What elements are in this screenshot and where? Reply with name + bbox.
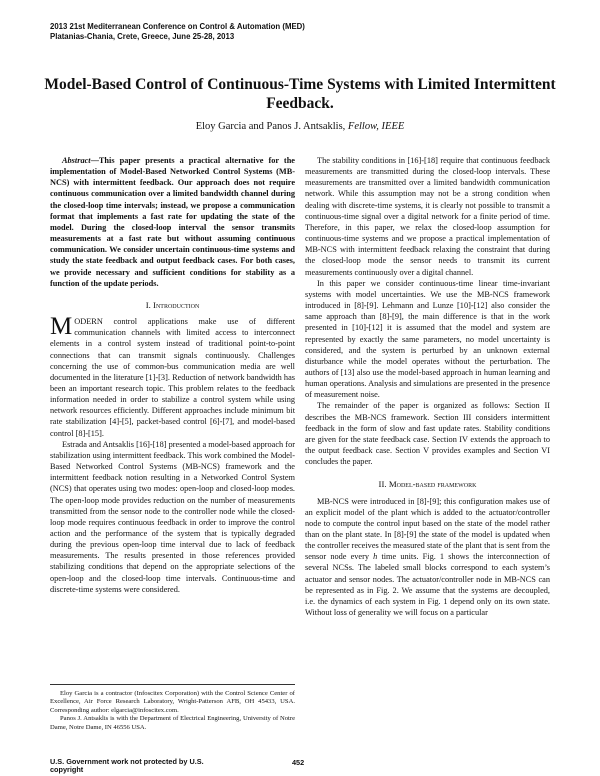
section-title: Introduction — [153, 299, 200, 310]
model-based-text-2: time units. Fig. 1 shows the interconnection of several NCSs. The labeled small blocks correspond to each system’s actuator and sensor nodes. The actuator/controller node in MB-NCS can be represented as in Fig. 2. We assume that the systems are decoupled, i.e. the dynamics of each system in Fig. 1 depend only on its own state. Without loss of generality we will focus on a particular — [305, 552, 550, 618]
left-column — [50, 155, 295, 595]
drop-cap: M — [50, 313, 73, 341]
author-fellow-suffix: Fellow, IEEE — [347, 121, 405, 132]
right-column — [305, 155, 550, 618]
abstract-label: Abstract — [62, 156, 91, 165]
intro-paragraph-1-text: control applications make use of different communication channels with limited access to interconnect elements in a control system instead of traditional point-to-point connections that can transmit signals continuously. Challenges concerning the use of common-bus communication media are well documented in the literature [1]-[3]. Reduction of network bandwidth has been an important research topic. This problem relates to the feedback information needed in order to stabilize a control system while using network resources efficiently. Different approaches include minimum bit rate stabilization [4]-[5], packet-based control [6]-[7], and model-based control [8]-[15]. — [50, 317, 295, 438]
section-title: Model-based framework — [388, 479, 477, 490]
section-heading-model-based — [305, 479, 550, 490]
footnote-2: Panos J. Antsaklis is with the Department of Electrical Engineering, University of Notre Dame, Notre Dame, IN 46556 USA. — [50, 715, 295, 731]
intro-paragraph-3: The stability conditions in [16]-[18] require that continuous feedback measurements are transmitted during the closed-loop intervals. These measurements are transmitted over a limited bandwidth communication network. While this assumption may not be a strong condition when dealing with discrete-time systems, it is clearly not possible to transmit a continuous-time signal over a digital network for a finite period of time. Therefore, in this paper, we relax the closed-loop assumption for continuous-time systems and we propose a practical implementation of MB-NCS with intermittent feedback relaxing the constraint that during the closed-loop mode the sensor needs to transmit its current measurements continuously over a digital channel. — [305, 156, 550, 277]
author-line — [40, 121, 560, 132]
section-gap — [305, 467, 550, 479]
section-heading-introduction — [50, 300, 295, 311]
footnote-1: Eloy Garcia is a contractor (Infoscitex Corporation) with the Control Science Center of Excellence, Air Force Research Laboratory, Wright-Patterson AFB, OH 45433, USA. Corresponding author: elgarcia@infoscitex.com. — [50, 690, 295, 714]
intro-paragraph-2: Estrada and Antsaklis [16]-[18] presented a model-based approach for stabilization using intermittent feedback. This work combined the Model-Based Networked Control Systems (MB-NCS) framework and the intermittent feedback notion resulting in a Networked Control System (NCS) that operates using two modes: open-loop and closed-loop modes. The open-loop mode provides reduction on the number of measurements transmitted from the sensor node to the controller node while the closed-loop mode requires continuous feedback in order to improve the control action and the performance of the system that is typically degraded during the previous open-loop time interval due to lack of feedback measurements. The results presented in those references provided stabilizing conditions that depend on the appropriate selections of the open-loop and the closed-loop time intervals. Continuous-time and discrete-time systems were considered. — [50, 439, 295, 594]
section-number: II. — [378, 479, 387, 490]
paper-title: Model-Based Control of Continuous-Time Systems with Limited Intermittent Feedback. — [44, 76, 556, 112]
model-based-text-1: MB-NCS were introduced in [8]-[9]; this configuration makes use of an explicit model of the plant which is added to the actuator/controller node to compute the control input based on the state of the model rather than on the plant state. In [8]-[9] the state of the model is updated when the controller receives the measured state of the plant that is sent from the sensor node every — [305, 496, 550, 562]
copyright-notice — [50, 758, 204, 774]
conference-header — [50, 22, 305, 42]
conference-name: 2013 21st Mediterranean Conference on Control & Automation (MED) — [50, 22, 305, 31]
author-names: Eloy Garcia and Panos J. Antsaklis, — [195, 121, 346, 132]
conference-location: Platanias-Chania, Crete, Greece, June 25-28, 2013 — [50, 32, 235, 41]
model-based-paragraph — [305, 496, 550, 619]
intro-paragraph-4: In this paper we consider continuous-time linear time-invariant systems with model uncertainties. We use the MB-NCS framework introduced in [8]-[9]. Lehmann and Lunze [10]-[12] also consider the same approach than [8]-[9], the main difference is that in the work presented in [10]-[12] it is assumed that the model and system are represented by exactly the same parameters, no model uncertainty is considered, and the system is perturbed by an unknown external disturbance while the model operates without the perturbation. The authors of [13] also use the model-based approach in human learning and human operations. Analysis and simulations are presented in the presence of measurement noise. — [305, 278, 550, 400]
first-word: ODERN — [74, 317, 103, 327]
page-number: 452 — [292, 758, 305, 767]
copyright-line-1: U.S. Government work not protected by U.S. — [50, 757, 204, 766]
copyright-line-2: copyright — [50, 765, 84, 774]
intro-paragraph-1 — [50, 313, 295, 439]
abstract-text: —This paper presents a practical alternative for the implementation of Model-Based Networked Control Systems (MB-NCS) with intermittent feedback. Our approach does not require continuous communication over a limited bandwidth channel during the closed-loop time intervals; instead, we propose a communication format that implements a fast rate for updating the state of the model. During the closed-loop interval the sensor transmits measurements at a fast rate but without assuming continuous communication. We consider uncertain continuous-time systems and study the state feedback and output feedback cases. For both cases, we provide necessary and sufficient conditions for stability as a function of the update periods. — [50, 156, 295, 288]
footnotes — [50, 684, 295, 732]
intro-paragraph-5: The remainder of the paper is organized as follows: Section II describes the MB-NCS framework. Section III considers intermittent feedback in the form of slow and fast update rates. Stability conditions are given for the state feedback case. Section IV extends the approach to the output feedback case. Section V provides examples and Section VI concludes the paper. — [305, 401, 550, 467]
variable-h: h — [373, 552, 378, 562]
abstract — [50, 155, 295, 289]
section-number: I. — [145, 299, 151, 310]
